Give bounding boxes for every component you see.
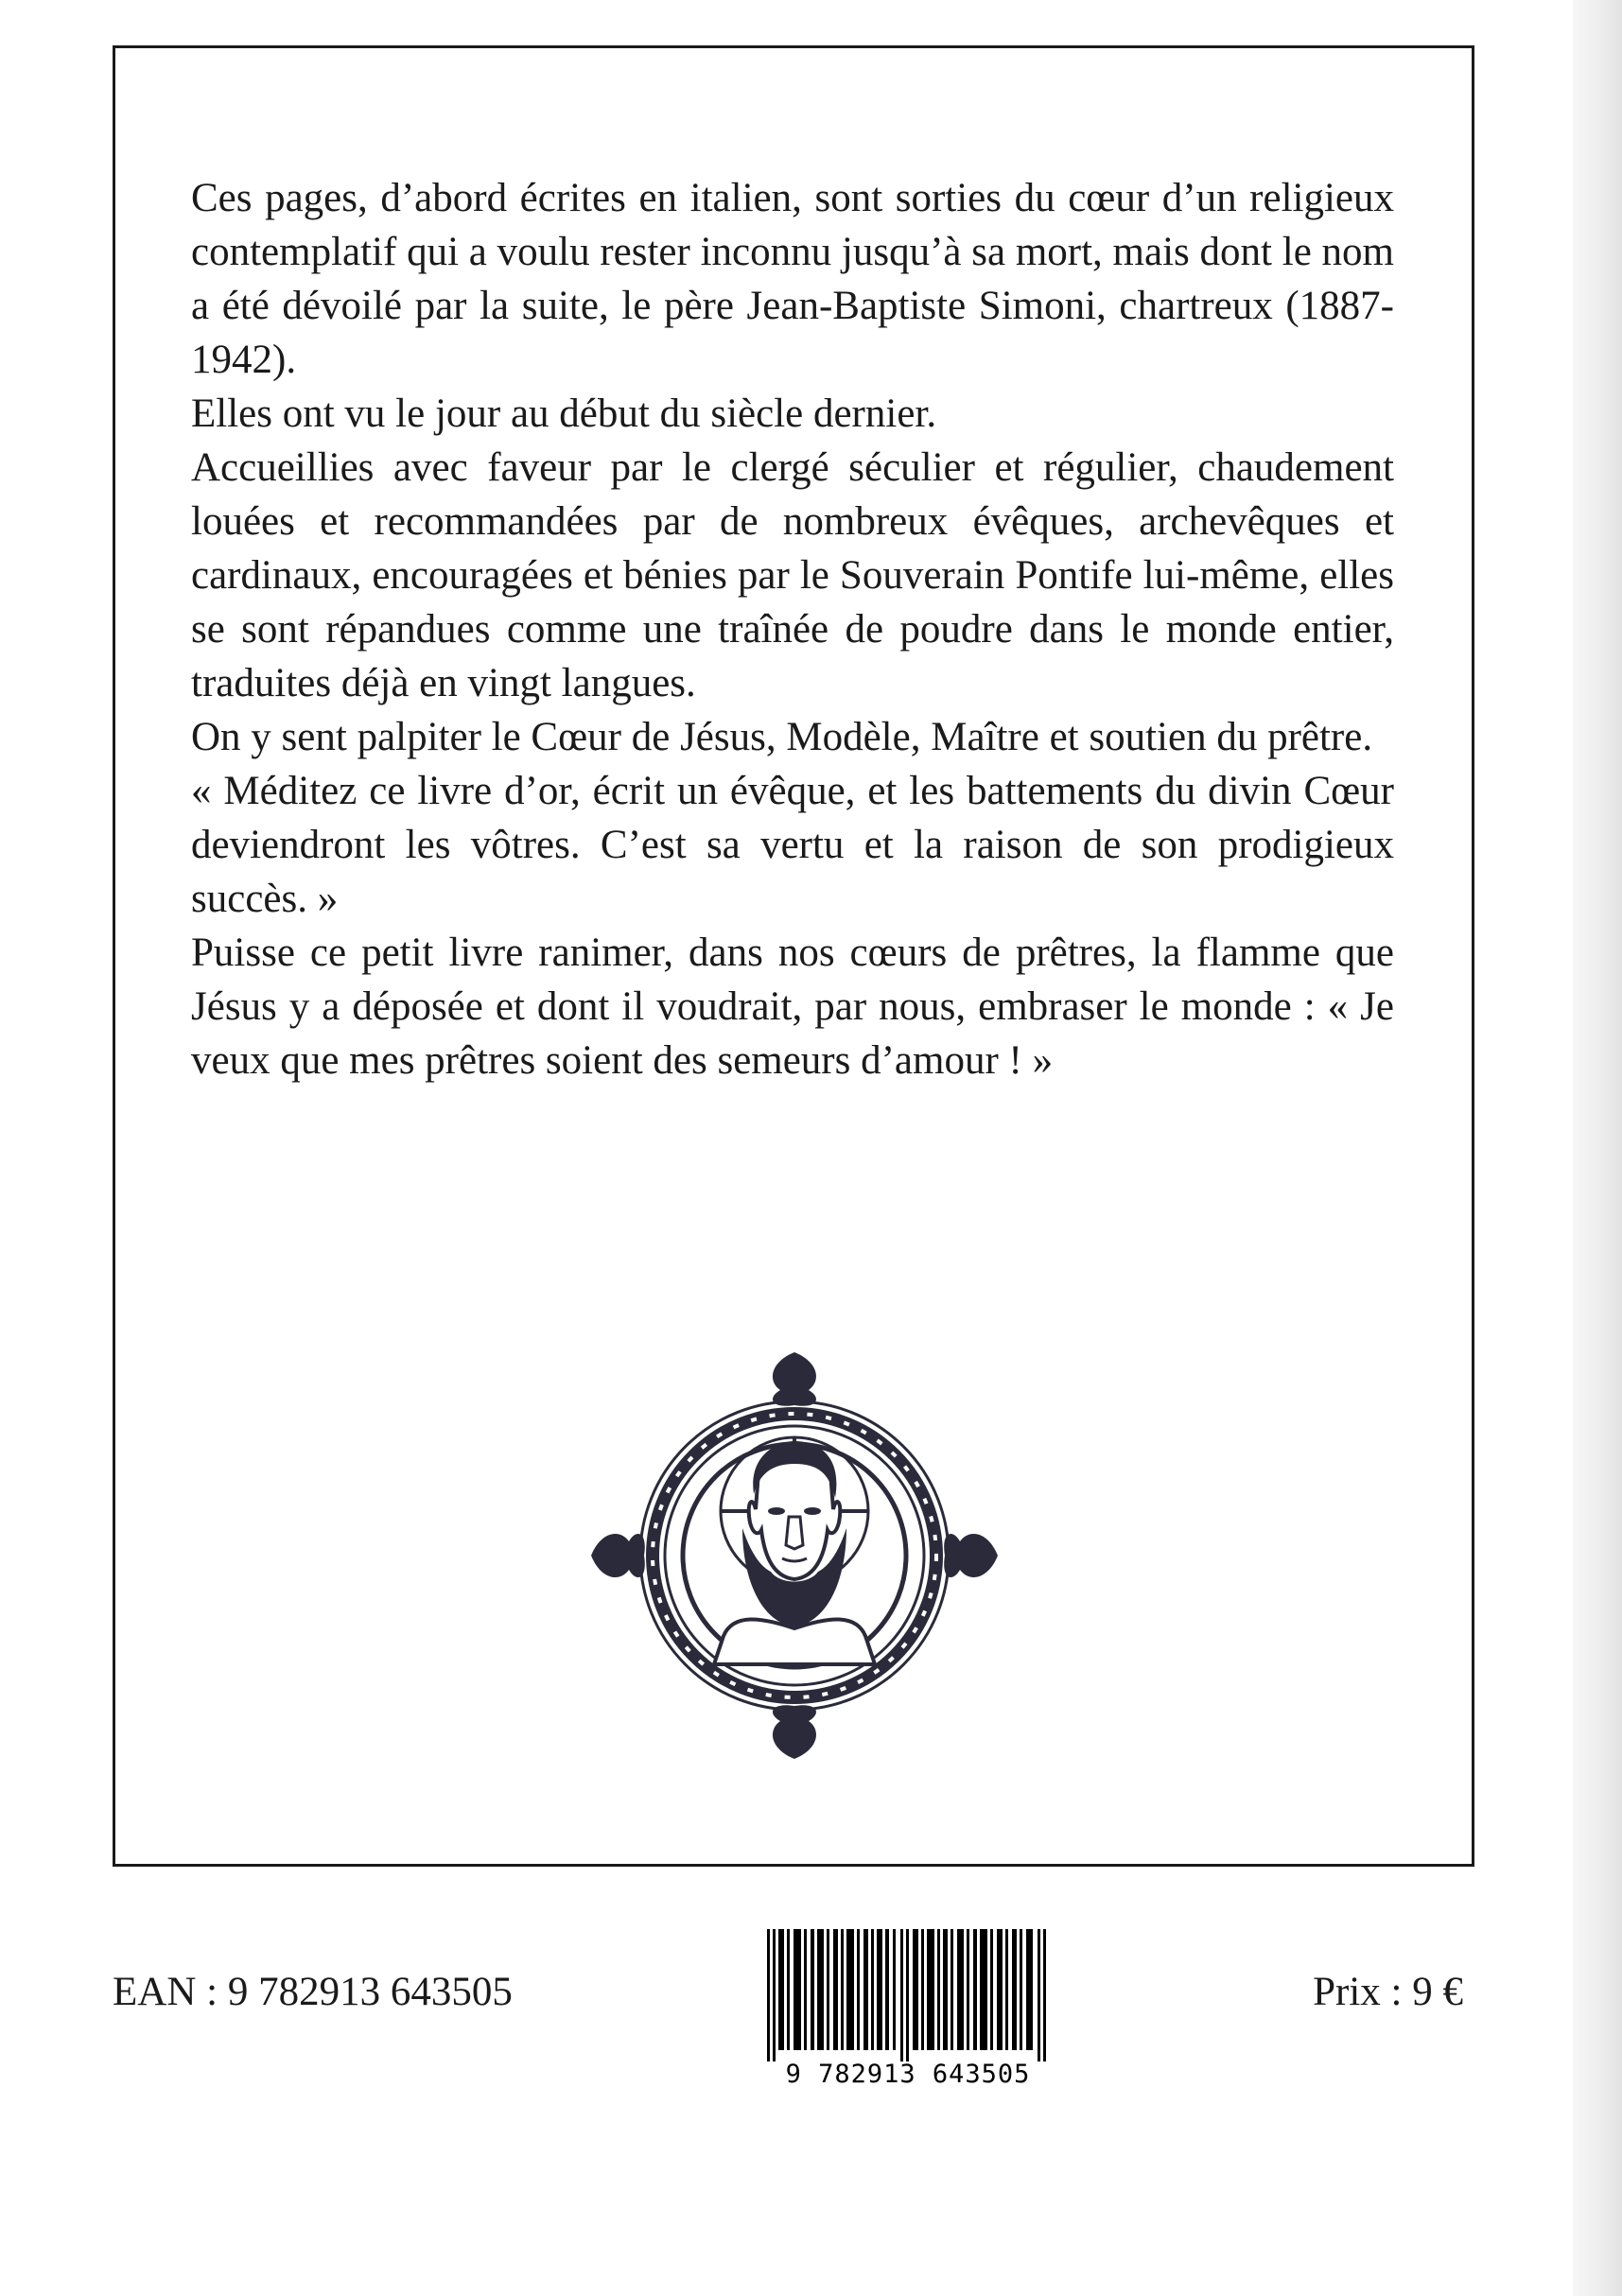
blurb-text [191,171,1394,1087]
barcode-bars [765,1929,1049,2061]
christ-portrait-medallion-icon [582,1343,1007,1768]
blurb-paragraph: Ces pages, d’abord écrites en italien, sont sorties du cœur d’un religieux contemplatif qui a voulu rester inconnu jusqu’à sa mort, mais dont le nom a été dévoilé par la suite, le père Jean-Baptiste Simoni, chartreux (1887-1942). [191,176,1394,382]
blurb-paragraph: Puisse ce petit livre ranimer, dans nos cœurs de prêtres, la flamme que Jésus y a déposée et dont il voudrait, par nous, embraser le monde : « Je veux que mes prêtres soient des semeurs d’amour ! » [191,931,1394,1083]
page-edge [1573,0,1622,2296]
barcode [752,1920,1064,2099]
blurb-paragraph: Elles ont vu le jour au début du siècle dernier. [191,391,937,436]
barcode-digits: 9 782913 643505 [785,2060,1031,2089]
blurb-paragraph: On y sent palpiter le Cœur de Jésus, Modèle, Maître et soutien du prêtre. [191,715,1373,759]
blurb-paragraph: « Méditez ce livre d’or, écrit un évêque, et les battements du divin Cœur deviendront les vôtres. C’est sa vertu et la raison de son prodigieux succès. » [191,769,1394,921]
ean-label: EAN : 9 782913 643505 [113,1970,513,2014]
text-frame [113,45,1474,1867]
blurb-paragraph: Accueillies avec faveur par le clergé séculier et régulier, chaudement louées et recommandées par de nombreux évêques, archevêques et cardinaux, encouragées et bénies par le Souverain Pontife lui-même, elles se sont répandues comme une traînée de poudre dans le monde entier, traduites déjà en vingt langues. [191,445,1394,705]
price-label: Prix : 9 € [1313,1970,1463,2014]
